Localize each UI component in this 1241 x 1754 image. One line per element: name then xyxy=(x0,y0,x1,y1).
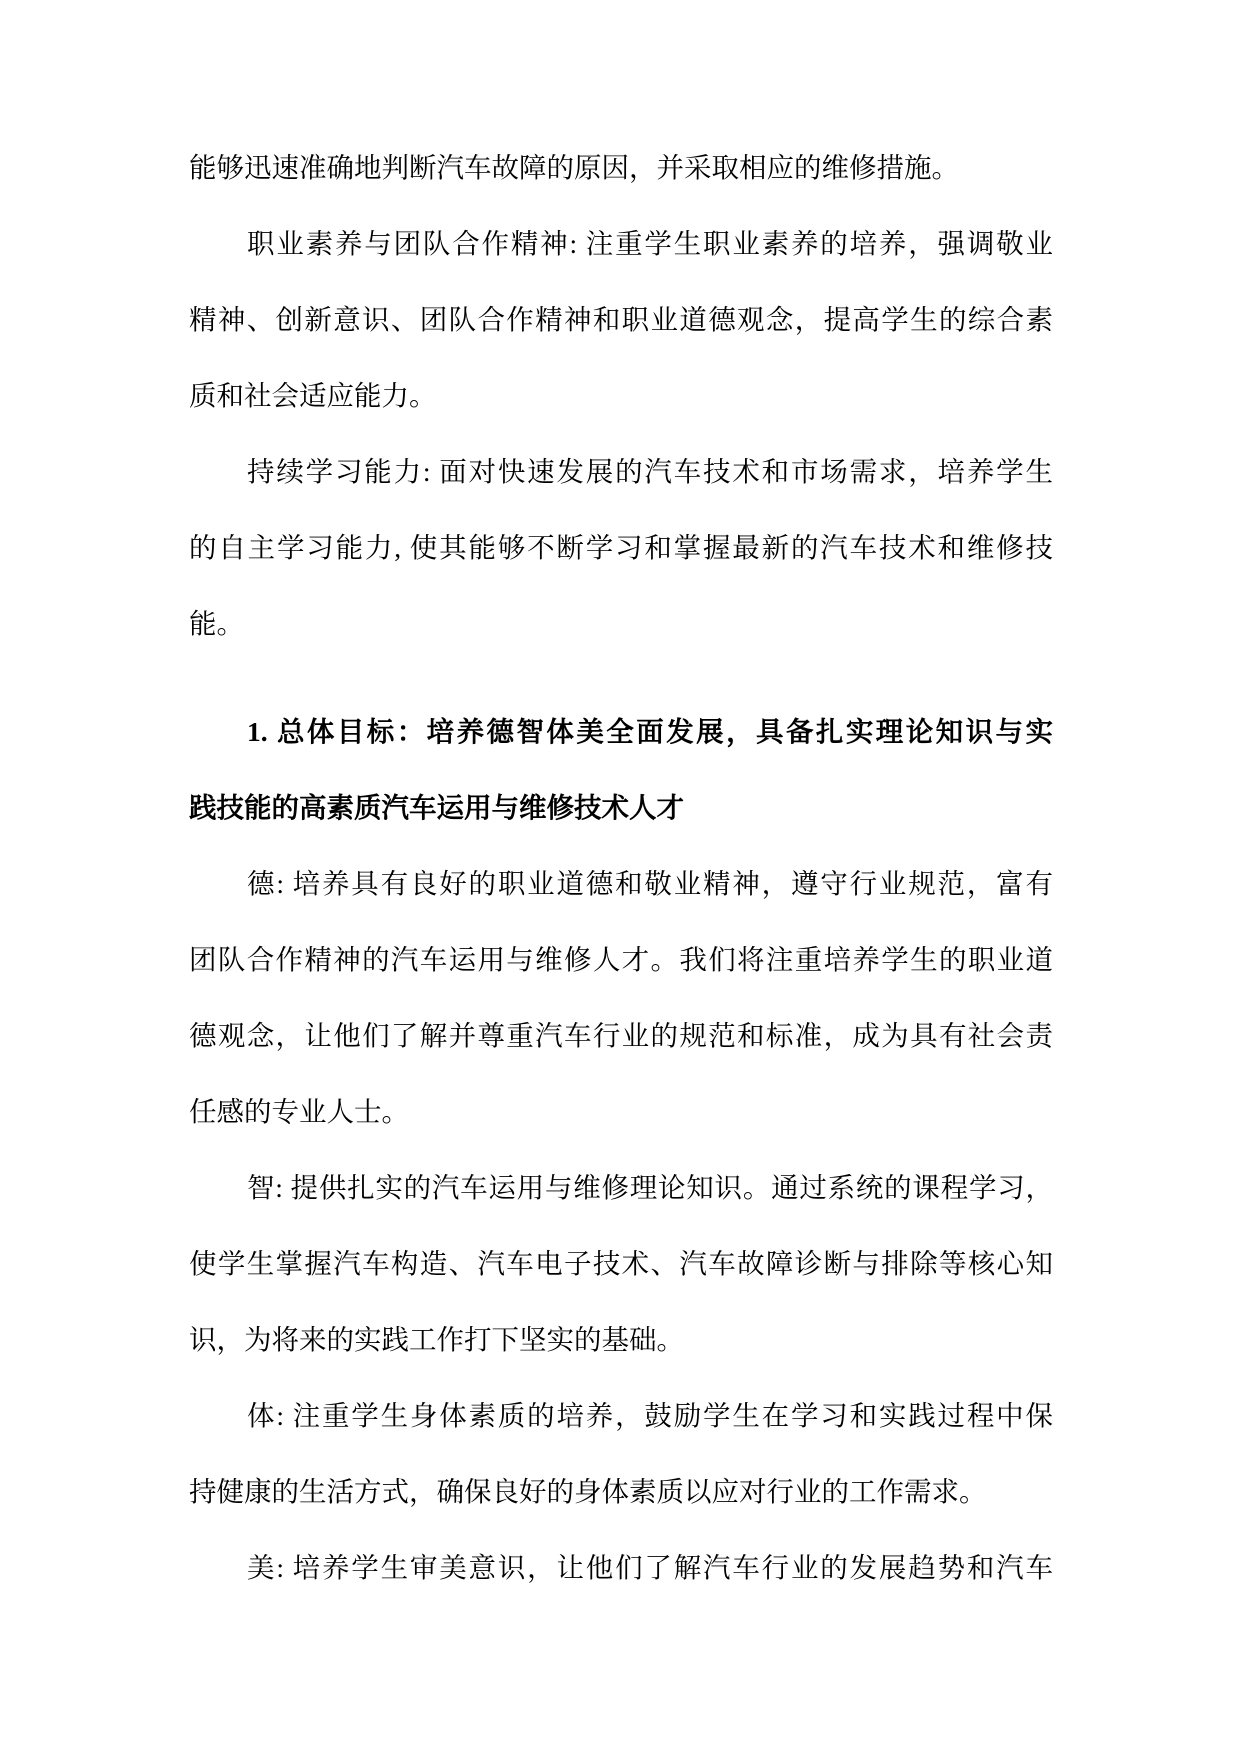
page-text-block xyxy=(189,130,1053,1606)
text-line: 智: 提供扎实的汽车运用与维修理论知识。通过系统的课程学习， xyxy=(247,1172,1053,1203)
text-line: 能够迅速准确地判断汽车故障的原因，并采取相应的维修措施。 xyxy=(189,152,959,183)
text-line: 德观念，让他们了解并尊重汽车行业的规范和标准，成为具有社会责 xyxy=(189,1020,1053,1051)
text-line: 德: 培养具有良好的职业道德和敬业精神，遵守行业规范，富有 xyxy=(247,868,1053,899)
text-line: 精神、创新意识、团队合作精神和职业道德观念，提高学生的综合素 xyxy=(189,304,1053,335)
text-line: 职业素养与团队合作精神: 注重学生职业素养的培养，强调敬业 xyxy=(247,228,1053,259)
text-line: 持健康的生活方式，确保良好的身体素质以应对行业的工作需求。 xyxy=(189,1476,987,1507)
text-line: 团队合作精神的汽车运用与维修人才。我们将注重培养学生的职业道 xyxy=(189,944,1053,975)
text-line: 体: 注重学生身体素质的培养，鼓励学生在学习和实践过程中保 xyxy=(247,1400,1053,1431)
text-line: 质和社会适应能力。 xyxy=(189,380,437,411)
text-line: 任感的专业人士。 xyxy=(189,1096,409,1127)
text-line: 识，为将来的实践工作打下坚实的基础。 xyxy=(189,1324,684,1355)
text-line: 持续学习能力: 面对快速发展的汽车技术和市场需求，培养学生 xyxy=(247,456,1053,487)
text-line: 能。 xyxy=(189,608,244,639)
text-line: 的自主学习能力, 使其能够不断学习和掌握最新的汽车技术和维修技 xyxy=(189,532,1053,563)
text-line: 美: 培养学生审美意识，让他们了解汽车行业的发展趋势和汽车 xyxy=(247,1552,1053,1583)
heading-line: 践技能的高素质汽车运用与维修技术人才 xyxy=(189,792,684,823)
text-line: 使学生掌握汽车构造、汽车电子技术、汽车故障诊断与排除等核心知 xyxy=(189,1248,1053,1279)
heading-line: 1. 总体目标：培养德智体美全面发展，具备扎实理论知识与实 xyxy=(247,716,1053,747)
